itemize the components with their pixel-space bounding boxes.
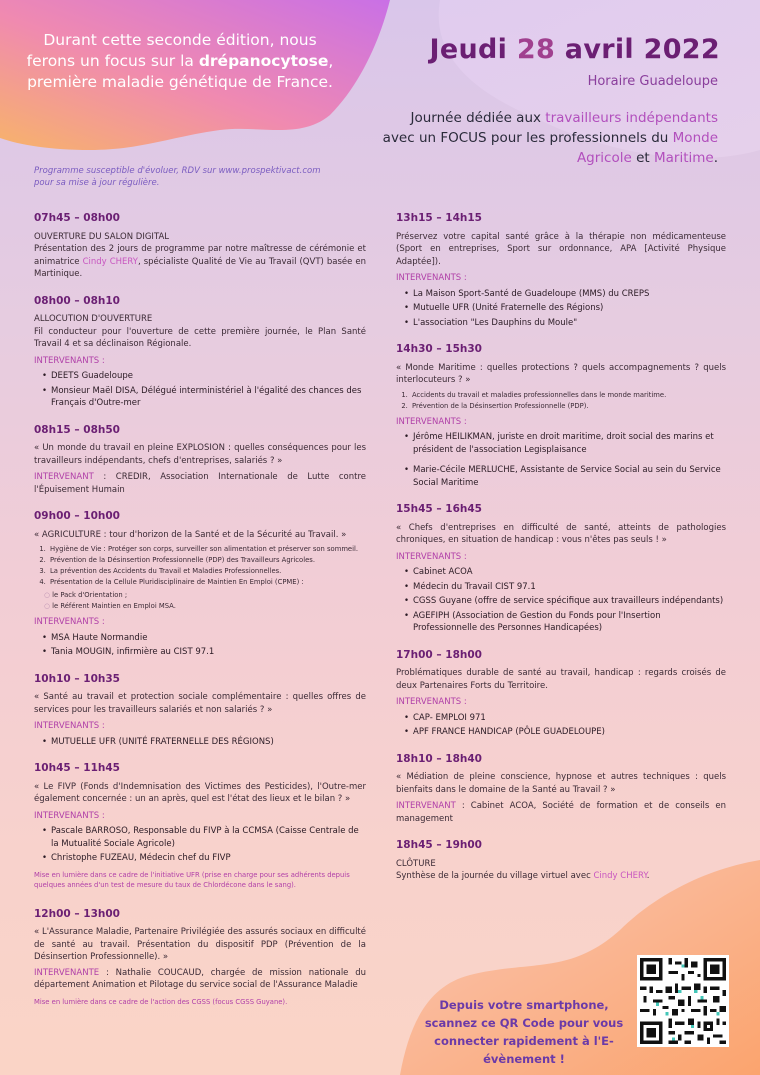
session-time: 18h10 – 18h40 [396, 752, 482, 765]
speaker-line [396, 800, 726, 825]
left-column [34, 212, 366, 1021]
ded-hl2: Monde Agricole [576, 130, 718, 166]
speaker-item: • MSA Haute Normandie [42, 632, 366, 645]
speaker-item: • Cabinet ACOA [404, 566, 726, 579]
speaker-item: • L'association "Les Dauphins du Moule" [404, 317, 726, 330]
session-desc: Préservez votre capital santé grâce à la thérapie non médicamenteuse (Sport en entreprises, Sport sur ordonnance, APA [Activité Physique Adaptée]). [396, 231, 726, 267]
session-desc: « Médiation de pleine conscience, hypnose et autres techniques : quels bienfaits dans le domaine de la Santé au Travail ? » [396, 772, 726, 795]
topic-item: 1. Hygiène de Vie : Protéger son corps, surveiller son alimentation et préserver son sommeil. [48, 544, 366, 555]
speaker-item: • Jérôme HEILIKMAN, juriste en droit maritime, droit social des marins et président de l'association Legisplaisance [404, 431, 726, 456]
session-desc: « Santé au travail et protection sociale complémentaire : quelles offres de services pour les travailleurs salariés et non salariés ? » [34, 692, 366, 715]
subtopic-list [44, 590, 366, 612]
session-1200 [34, 908, 366, 1007]
session-time: 08h00 – 08h10 [34, 294, 120, 307]
session-desc: « Chefs d'entreprises en difficulté de santé, atteints de pathologies chroniques, en situation de handicap : vous n'êtes pas seuls ! » [396, 522, 726, 545]
qr-instructions: Depuis votre smartphone, scannez ce QR Code pour vous connecter rapidement à l'E-évènement ! [424, 998, 624, 1066]
speaker-label: INTERVENANTE [34, 967, 100, 978]
session-time: 15h45 – 16h45 [396, 503, 482, 515]
event-date-title [430, 34, 720, 65]
desc-before: Présentation des 2 jours de programme par notre maîtresse de cérémonie et animatrice [34, 244, 366, 267]
speakers-label: INTERVENANTS : [34, 617, 105, 627]
intro-after: , première maladie génétique de France. [27, 52, 334, 91]
session-1315 [396, 212, 726, 329]
speaker-item: • APF FRANCE HANDICAP (PÔLE GUADELOUPE) [404, 726, 726, 739]
speaker-item: • CAP- EMPLOI 971 [404, 712, 726, 725]
qr-code-image[interactable] [637, 955, 729, 1047]
topic-item: 2. Prévention de la Désinsertion Professionnelle (PDP) des Travailleurs Agricoles. [48, 555, 366, 566]
session-time: 18h45 – 19h00 [396, 839, 482, 851]
speaker-item: • AGEFIPH (Association de Gestion du Fonds pour l'Insertion Professionnelle des Personnes Handicapées) [404, 610, 726, 635]
session-0800 [34, 295, 366, 410]
session-0815 [34, 424, 366, 497]
speaker-item: • Tania MOUGIN, infirmière au CIST 97.1 [42, 646, 366, 659]
ded-hl3: Maritime [653, 150, 714, 166]
speaker-item: • La Maison Sport-Santé de Guadeloupe (MMS) du CREPS [404, 288, 726, 301]
session-time: 09h00 – 10h00 [34, 510, 120, 522]
speaker-text: : Nathalie COUCAUD, chargée de mission nationale du département Animation et Pilotage du service social de l'Assurance Maladie [34, 967, 366, 990]
speakers-label: INTERVENANTS : [396, 551, 467, 562]
session-time: 17h00 – 18h00 [396, 648, 482, 661]
speaker-label: INTERVENANT [396, 801, 456, 811]
session-1845 [396, 839, 726, 883]
session-desc: « Monde Maritime : quelles protections ? quels accompagnements ? quels interlocuteurs ? » [396, 362, 726, 385]
desc-before: Synthèse de la journée du village virtuel avec [396, 871, 594, 881]
session-0745 [34, 212, 366, 281]
session-desc: Fil conducteur pour l'ouverture de cette première journée, le Plan Santé Travail 4 et sa déclinaison Régionale. [34, 326, 366, 349]
session-0900 [34, 510, 366, 659]
day-description [358, 108, 718, 168]
session-desc [34, 243, 366, 281]
topic-list [410, 390, 726, 412]
session-note: Mise en lumière dans ce cadre de l'action des CGSS (focus CGSS Guyane). [34, 997, 288, 1006]
speakers-label: INTERVENANTS : [396, 697, 467, 707]
session-time: 07h45 – 08h00 [34, 212, 120, 224]
subtopic-item: ○ le Pack d'Orientation ; [44, 590, 366, 601]
speaker-label: INTERVENANT [34, 472, 94, 482]
speaker-item: • Monsieur Maël DISA, Délégué interministériel à l'égalité des chances des Français d'Outre-mer [42, 385, 366, 410]
speaker-list [404, 712, 726, 739]
speaker-list [42, 632, 366, 659]
intro-before: Durant cette seconde édition, nous ferons un focus sur la [26, 31, 317, 70]
topic-item: 1. Accidents du travail et maladies professionnelles dans le monde maritime. [410, 390, 726, 401]
session-desc: Problématiques durable de santé au travail, handicap : regards croisés de deux Partenaires Forts du Territoire. [396, 668, 726, 691]
topic-item: 2. Prévention de la Désinsertion Professionnelle (PDP). [410, 401, 726, 412]
session-desc [396, 870, 726, 883]
session-desc: « AGRICULTURE : tour d'horizon de la Santé et de la Sécurité au Travail. » [34, 529, 347, 540]
session-1810 [396, 753, 726, 826]
topic-item: 3. La prévention des Accidents du Travail et Maladies Professionnelles. [48, 566, 366, 577]
speaker-list [404, 431, 726, 489]
speaker-list [404, 566, 726, 635]
session-title: OUVERTURE DU SALON DIGITAL [34, 231, 170, 242]
speaker-item: • Christophe FUZEAU, Médecin chef du FIVP [42, 852, 366, 865]
session-note: Mise en lumière dans ce cadre de l'initiative UFR (prise en charge pour ses adhérents depuis quelques années d'un test de mesure du taux de Chlordécone dans le sang). [34, 870, 350, 889]
host-name: Cindy CHERY [593, 871, 647, 881]
speaker-item: • MUTUELLE UFR (UNITÉ FRATERNELLE DES RÉGIONS) [42, 736, 366, 749]
session-desc: « L'Assurance Maladie, Partenaire Privilégiée des assurés sociaux en difficulté de santé au travail. Présentation du dispositif PDP (Prévention de la Désinsertion Professionnelle). » [34, 927, 366, 962]
session-time: 08h15 – 08h50 [34, 423, 120, 436]
topic-list [48, 544, 366, 588]
session-time: 13h15 – 14h15 [396, 212, 482, 224]
speaker-item: • Mutuelle UFR (Unité Fraternelle des Régions) [404, 302, 726, 315]
speaker-item: • Marie-Cécile MERLUCHE, Assistante de Service Social au sein du Service Social Maritime [404, 464, 726, 489]
topic-item: 4. Présentation de la Cellule Pluridisciplinaire de Maintien En Emploi (CPME) : [48, 577, 366, 588]
date-prefix: Jeudi [429, 34, 517, 65]
speaker-item: • Pascale BARROSO, Responsable du FIVP à la CCMSA (Caisse Centrale de la Mutualité Sociale Agricole) [42, 825, 366, 850]
speaker-item: • CGSS Guyane (offre de service spécifique aux travailleurs indépendants) [404, 595, 726, 608]
speaker-item: • Médecin du Travail CIST 97.1 [404, 581, 726, 594]
date-number: 28 [516, 34, 556, 65]
speakers-label: INTERVENANTS : [34, 810, 105, 821]
session-1545 [396, 503, 726, 635]
speakers-label: INTERVENANTS : [396, 416, 467, 427]
session-1045 [34, 762, 366, 890]
session-time: 10h10 – 10h35 [34, 672, 120, 685]
speaker-list [42, 825, 366, 865]
session-desc: « Le FIVP (Fonds d'Indemnisation des Victimes des Pesticides), l'Outre-mer également concernée : un an après, quel est l'état des lieux et le bilan ? » [34, 781, 366, 804]
desc-after: , spécialiste Qualité de Vie au Travail (QVT) basée en Martinique. [34, 256, 366, 279]
ded-2: avec un FOCUS pour les professionnels du [382, 130, 673, 146]
session-desc: « Un monde du travail en pleine EXPLOSION : quelles conséquences pour les travailleurs indépendants, chefs d'entreprises, salariés ? » [34, 443, 366, 466]
desc-after: . [646, 871, 650, 881]
speaker-line [34, 471, 366, 496]
date-suffix: avril 2022 [555, 34, 720, 65]
session-1430 [396, 343, 726, 489]
speaker-list [42, 736, 366, 749]
ded-3: et [631, 150, 654, 166]
intro-bold: drépanocytose [198, 52, 329, 70]
right-column [396, 212, 726, 897]
ded-1: Journée dédiée aux [410, 110, 546, 126]
subtopic-item: ○ le Référent Maintien en Emploi MSA. [44, 601, 366, 612]
speaker-line [34, 967, 366, 992]
session-title: ALLOCUTION D'OUVERTURE [34, 314, 153, 324]
speakers-label: INTERVENANTS : [34, 355, 105, 366]
speaker-list [404, 288, 726, 330]
speakers-label: INTERVENANTS : [34, 721, 105, 731]
session-1700 [396, 649, 726, 739]
session-time: 14h30 – 15h30 [396, 343, 482, 355]
intro-text [20, 30, 340, 93]
timezone-label: Horaire Guadeloupe [587, 74, 718, 89]
ded-4: . [713, 150, 718, 166]
session-time: 10h45 – 11h45 [34, 762, 120, 774]
speaker-item: • DEETS Guadeloupe [42, 370, 366, 383]
speaker-text: : CREDIR, Association Internationale de Lutte contre l'Épuisement Humain [34, 472, 366, 495]
session-1010 [34, 673, 366, 749]
speaker-list [42, 370, 366, 410]
speakers-label: INTERVENANTS : [396, 273, 467, 283]
program-notice: Programme susceptible d'évoluer, RDV sur www.prospektivact.com pour sa mise à jour régulière. [34, 166, 321, 188]
host-name: Cindy CHERY [82, 256, 138, 267]
speaker-text: : Cabinet ACOA, Société de formation et de conseils en management [396, 801, 726, 824]
session-title: CLÔTURE [396, 858, 436, 869]
ded-hl1: travailleurs indépendants [545, 110, 718, 126]
session-time: 12h00 – 13h00 [34, 907, 120, 920]
